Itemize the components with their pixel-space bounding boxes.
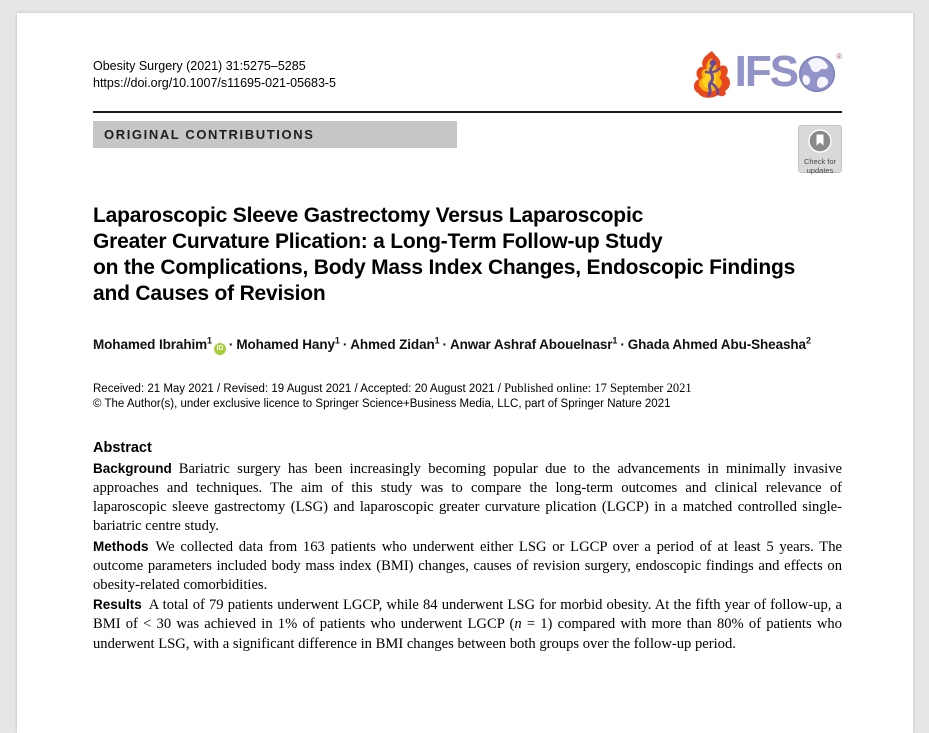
received-revised-accepted: Received: 21 May 2021 / Revised: 19 August 2021 / Accepted: 20 August 2021 / bbox=[93, 382, 501, 395]
abstract-section bbox=[93, 440, 842, 654]
background-label: Background bbox=[93, 460, 172, 476]
author-separator: · bbox=[342, 336, 348, 352]
n-variable: n bbox=[514, 616, 522, 633]
ifso-logo bbox=[691, 47, 842, 105]
abstract-background-paragraph: Background Bariatric surgery has been increasingly becoming popular due to the advancements in minimally invasive approaches and techniques. The aim of this study was to compare the long-term outcomes and clinical relevance of laparoscopic sleeve gastrectomy (LSG) and laparoscopic greater curvature plication (LGCP) in a matched controlled single-bariatric centre study. bbox=[93, 460, 842, 535]
author-name[interactable]: Anwar Ashraf Abouelnasr$^1$ bbox=[449, 335, 618, 352]
author-name[interactable]: Mohamed Ibrahim$^1$ bbox=[93, 335, 212, 352]
journal-reference: Obesity Surgery (2021) 31:5275–5285 bbox=[93, 59, 306, 73]
abstract-heading: Abstract bbox=[93, 439, 152, 456]
article-history bbox=[93, 381, 842, 396]
author-list bbox=[93, 335, 842, 355]
section-banner: ORIGINAL CONTRIBUTIONS bbox=[93, 121, 457, 148]
journal-citation bbox=[93, 58, 336, 93]
header-divider bbox=[93, 111, 842, 113]
abstract-results-paragraph: Results A total of 79 patients underwent LGCP, while 84 underwent LSG for morbid obesity. At the fifth year of follow-up, a BMI of < 30 was achieved in 1% of patients who underwent LGCP (n = 1) compared with more than 80% of patients who underwent LSG, with a significant difference in BMI changes between both groups over the follow-up period. bbox=[93, 597, 842, 652]
copyright-notice: © The Author(s), under exclusive licence to Springer Science+Business Media, LLC, part of Springer Nature 2021 bbox=[93, 397, 671, 410]
check-for-updates-badge[interactable] bbox=[798, 125, 842, 173]
doi-link[interactable]: https://doi.org/10.1007/s11695-021-05683-5 bbox=[93, 76, 337, 91]
author-separator: · bbox=[620, 336, 625, 352]
orcid-icon[interactable]: iD bbox=[214, 343, 226, 355]
page-header bbox=[93, 47, 842, 105]
abstract-methods-paragraph: Methods We collected data from 163 patients who underwent either LSG or LGCP over a period of at least 5 years. The outcome parameters included body mass index (BMI) changes, causes of revision surgery, endoscopic findings and effects on obesity-related comorbidities. bbox=[93, 538, 842, 593]
registered-trademark-symbol: ® bbox=[836, 52, 842, 61]
author-separator: · bbox=[228, 336, 234, 352]
author-name[interactable]: Mohamed Hany$^1$ bbox=[236, 335, 340, 352]
results-label: Results bbox=[93, 597, 142, 613]
check-for-updates-label: Check for updates bbox=[803, 157, 837, 175]
methods-label: Methods bbox=[93, 538, 149, 554]
author-name[interactable]: Ghada Ahmed Abu-Sheasha$^2$ bbox=[627, 335, 811, 352]
ifso-globe-icon bbox=[798, 55, 836, 98]
ifso-flame-figure-icon bbox=[691, 50, 733, 105]
article-page bbox=[17, 13, 913, 733]
author-separator: · bbox=[442, 336, 447, 352]
article-title: Laparoscopic Sleeve Gastrectomy Versus Laparoscopic Greater Curvature Plication: a Long-Term Follow-up Study on the Complications, Body Mass Index Changes, Endoscopic Findings and Causes of Revision bbox=[93, 204, 796, 305]
author-name[interactable]: Ahmed Zidan$^1$ bbox=[350, 335, 440, 352]
check-for-updates-icon bbox=[808, 129, 832, 158]
ifso-logo-letters: IFS bbox=[734, 47, 798, 96]
published-online-date: Published online: 17 September 2021 bbox=[504, 380, 692, 395]
